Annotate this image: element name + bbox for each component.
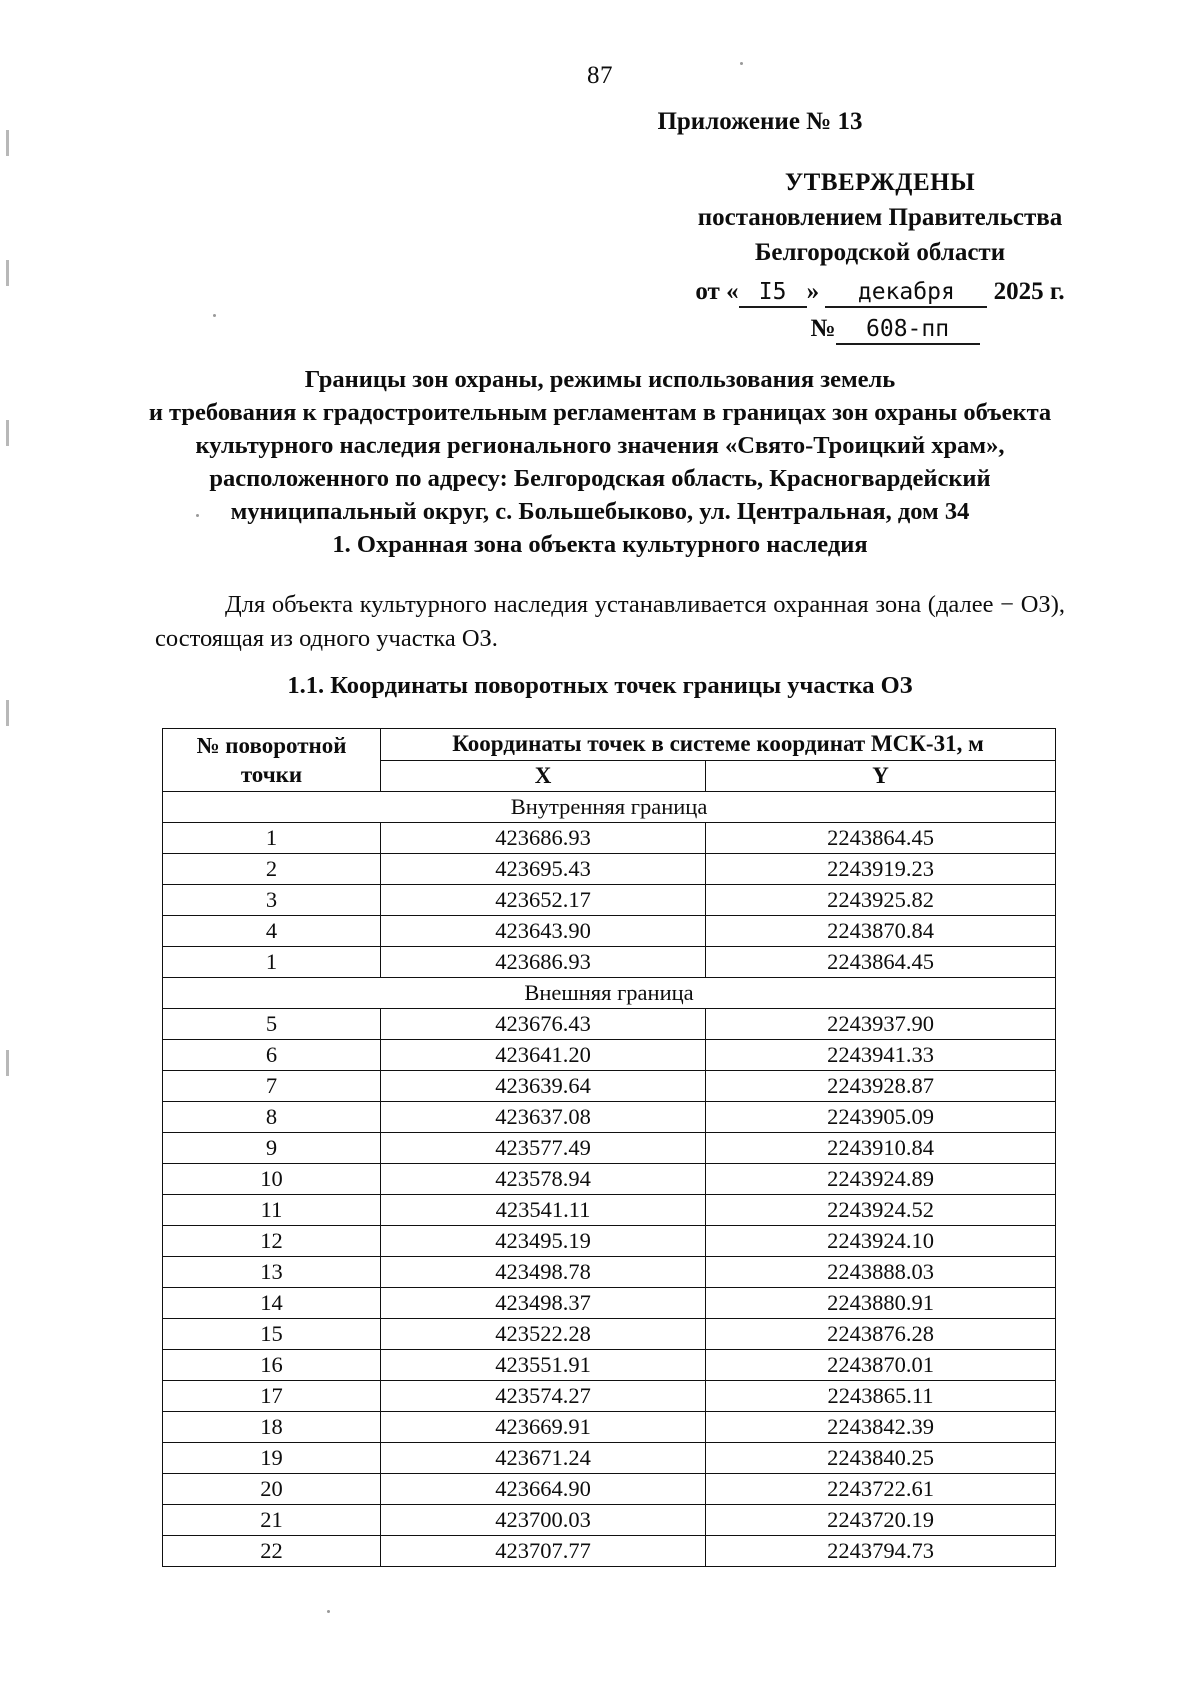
scan-artifact xyxy=(213,314,216,317)
table-row xyxy=(163,1071,1056,1102)
table-row xyxy=(163,1412,1056,1443)
y-coordinate-cell: 2243722.61 xyxy=(706,1474,1056,1505)
group-label: Внешняя граница xyxy=(163,978,1056,1009)
page-number: 87 xyxy=(587,62,613,89)
y-coordinate-cell: 2243840.25 xyxy=(706,1443,1056,1474)
y-coordinate-cell: 2243720.19 xyxy=(706,1505,1056,1536)
x-coordinate-cell: 423639.64 xyxy=(381,1071,706,1102)
title-line-2: и требования к градостроительным регламентам в границах зон охраны объекта xyxy=(148,399,1052,426)
point-number-cell: 19 xyxy=(163,1443,381,1474)
point-number-cell: 18 xyxy=(163,1412,381,1443)
point-number-cell: 15 xyxy=(163,1319,381,1350)
x-coordinate-cell: 423522.28 xyxy=(381,1319,706,1350)
table-row xyxy=(163,854,1056,885)
table-row xyxy=(163,1226,1056,1257)
table-group-row xyxy=(163,792,1056,823)
point-number-cell: 14 xyxy=(163,1288,381,1319)
number-field: 608-пп xyxy=(836,316,980,345)
x-coordinate-cell: 423574.27 xyxy=(381,1381,706,1412)
y-coordinate-cell: 2243888.03 xyxy=(706,1257,1056,1288)
y-coordinate-cell: 2243870.84 xyxy=(706,916,1056,947)
column-header-x: X xyxy=(381,760,706,792)
table-row xyxy=(163,947,1056,978)
point-number-cell: 1 xyxy=(163,823,381,854)
point-number-cell: 16 xyxy=(163,1350,381,1381)
table-header-row-1 xyxy=(163,729,1056,761)
x-coordinate-cell: 423671.24 xyxy=(381,1443,706,1474)
approval-authority-line1: постановлением Правительства xyxy=(697,204,1063,231)
scan-artifact xyxy=(6,260,9,286)
y-coordinate-cell: 2243865.11 xyxy=(706,1381,1056,1412)
point-number-cell: 22 xyxy=(163,1536,381,1567)
point-number-cell: 9 xyxy=(163,1133,381,1164)
table-header xyxy=(163,729,1056,792)
table-row xyxy=(163,1195,1056,1226)
x-coordinate-cell: 423498.78 xyxy=(381,1257,706,1288)
y-coordinate-cell: 2243880.91 xyxy=(706,1288,1056,1319)
y-coordinate-cell: 2243924.10 xyxy=(706,1226,1056,1257)
point-number-cell: 5 xyxy=(163,1009,381,1040)
y-coordinate-cell: 2243924.89 xyxy=(706,1164,1056,1195)
title-line-4: расположенного по адресу: Белгородская область, Красногвардейский xyxy=(209,465,991,492)
point-number-cell: 1 xyxy=(163,947,381,978)
point-number-cell: 12 xyxy=(163,1226,381,1257)
table-row xyxy=(163,1381,1056,1412)
approval-date-line xyxy=(600,274,1160,309)
x-coordinate-cell: 423643.90 xyxy=(381,916,706,947)
title-line-5: муниципальный округ, с. Большебыково, ул. Центральная, дом 34 xyxy=(230,498,970,525)
y-coordinate-cell: 2243910.84 xyxy=(706,1133,1056,1164)
date-prefix: от « xyxy=(695,278,739,305)
x-coordinate-cell: 423700.03 xyxy=(381,1505,706,1536)
column-header-y: Y xyxy=(706,760,1056,792)
scan-artifact xyxy=(6,700,9,726)
table-row xyxy=(163,1319,1056,1350)
x-coordinate-cell: 423498.37 xyxy=(381,1288,706,1319)
x-coordinate-cell: 423578.94 xyxy=(381,1164,706,1195)
y-coordinate-cell: 2243794.73 xyxy=(706,1536,1056,1567)
table-row xyxy=(163,823,1056,854)
x-coordinate-cell: 423577.49 xyxy=(381,1133,706,1164)
x-coordinate-cell: 423495.19 xyxy=(381,1226,706,1257)
date-quote-close: » xyxy=(806,278,820,305)
table-row xyxy=(163,1102,1056,1133)
point-number-cell: 17 xyxy=(163,1381,381,1412)
x-coordinate-cell: 423664.90 xyxy=(381,1474,706,1505)
table-row xyxy=(163,1040,1056,1071)
title-line-1: Границы зон охраны, режимы использования земель xyxy=(304,366,896,393)
x-coordinate-cell: 423652.17 xyxy=(381,885,706,916)
x-coordinate-cell: 423541.11 xyxy=(381,1195,706,1226)
column-header-point-number: № поворотной точки xyxy=(163,729,381,792)
title-line-3: культурного наследия регионального значения «Свято-Троицкий храм», xyxy=(195,432,1005,459)
table-row xyxy=(163,1288,1056,1319)
y-coordinate-cell: 2243941.33 xyxy=(706,1040,1056,1071)
y-coordinate-cell: 2243842.39 xyxy=(706,1412,1056,1443)
table-row xyxy=(163,1350,1056,1381)
point-number-cell: 7 xyxy=(163,1071,381,1102)
y-coordinate-cell: 2243928.87 xyxy=(706,1071,1056,1102)
point-number-cell: 20 xyxy=(163,1474,381,1505)
section-1-paragraph: Для объекта культурного наследия устанавливается охранная зона (далее − ОЗ), состоящая из одного участка ОЗ. xyxy=(155,591,1065,652)
number-label: № xyxy=(810,315,836,342)
y-coordinate-cell: 2243864.45 xyxy=(706,947,1056,978)
table-group-row xyxy=(163,978,1056,1009)
point-number-cell: 4 xyxy=(163,916,381,947)
y-coordinate-cell: 2243937.90 xyxy=(706,1009,1056,1040)
date-month-field: декабря xyxy=(825,279,987,308)
y-coordinate-cell: 2243924.52 xyxy=(706,1195,1056,1226)
document-title xyxy=(120,363,1080,528)
table-row xyxy=(163,1443,1056,1474)
approved-heading: УТВЕРЖДЕНЫ xyxy=(784,169,976,196)
coordinates-table xyxy=(162,728,1056,1567)
approval-authority-line2: Белгородской области xyxy=(754,239,1006,266)
x-coordinate-cell: 423676.43 xyxy=(381,1009,706,1040)
approval-block xyxy=(600,165,1160,346)
table-row xyxy=(163,1505,1056,1536)
point-number-cell: 8 xyxy=(163,1102,381,1133)
y-coordinate-cell: 2243876.28 xyxy=(706,1319,1056,1350)
scan-artifact xyxy=(327,1610,330,1613)
appendix-label: Приложение № 13 xyxy=(657,108,863,135)
point-number-cell: 13 xyxy=(163,1257,381,1288)
table-row xyxy=(163,1009,1056,1040)
scan-artifact xyxy=(6,420,9,446)
x-coordinate-cell: 423637.08 xyxy=(381,1102,706,1133)
table-row xyxy=(163,1536,1056,1567)
y-coordinate-cell: 2243905.09 xyxy=(706,1102,1056,1133)
x-coordinate-cell: 423669.91 xyxy=(381,1412,706,1443)
section-1-heading: 1. Охранная зона объекта культурного наследия xyxy=(332,531,868,558)
table-row xyxy=(163,1133,1056,1164)
y-coordinate-cell: 2243864.45 xyxy=(706,823,1056,854)
group-label: Внутренняя граница xyxy=(163,792,1056,823)
point-number-cell: 2 xyxy=(163,854,381,885)
x-coordinate-cell: 423707.77 xyxy=(381,1536,706,1567)
x-coordinate-cell: 423551.91 xyxy=(381,1350,706,1381)
column-header-coordinates: Координаты точек в системе координат МСК-31, м xyxy=(381,729,1056,761)
table-row xyxy=(163,916,1056,947)
table-row xyxy=(163,1164,1056,1195)
x-coordinate-cell: 423686.93 xyxy=(381,823,706,854)
point-number-cell: 10 xyxy=(163,1164,381,1195)
date-day-field: I5 xyxy=(739,279,807,308)
scan-artifact xyxy=(6,1050,9,1076)
x-coordinate-cell: 423641.20 xyxy=(381,1040,706,1071)
section-1-1-heading: 1.1. Координаты поворотных точек границы участка ОЗ xyxy=(287,672,913,699)
table-row xyxy=(163,1474,1056,1505)
point-number-cell: 3 xyxy=(163,885,381,916)
point-number-cell: 11 xyxy=(163,1195,381,1226)
approval-number-line xyxy=(600,311,1160,346)
date-year: 2025 г. xyxy=(993,278,1065,305)
table-row xyxy=(163,1257,1056,1288)
point-number-cell: 6 xyxy=(163,1040,381,1071)
table-row xyxy=(163,885,1056,916)
table-body xyxy=(163,792,1056,1567)
point-number-cell: 21 xyxy=(163,1505,381,1536)
y-coordinate-cell: 2243870.01 xyxy=(706,1350,1056,1381)
y-coordinate-cell: 2243925.82 xyxy=(706,885,1056,916)
x-coordinate-cell: 423686.93 xyxy=(381,947,706,978)
x-coordinate-cell: 423695.43 xyxy=(381,854,706,885)
y-coordinate-cell: 2243919.23 xyxy=(706,854,1056,885)
